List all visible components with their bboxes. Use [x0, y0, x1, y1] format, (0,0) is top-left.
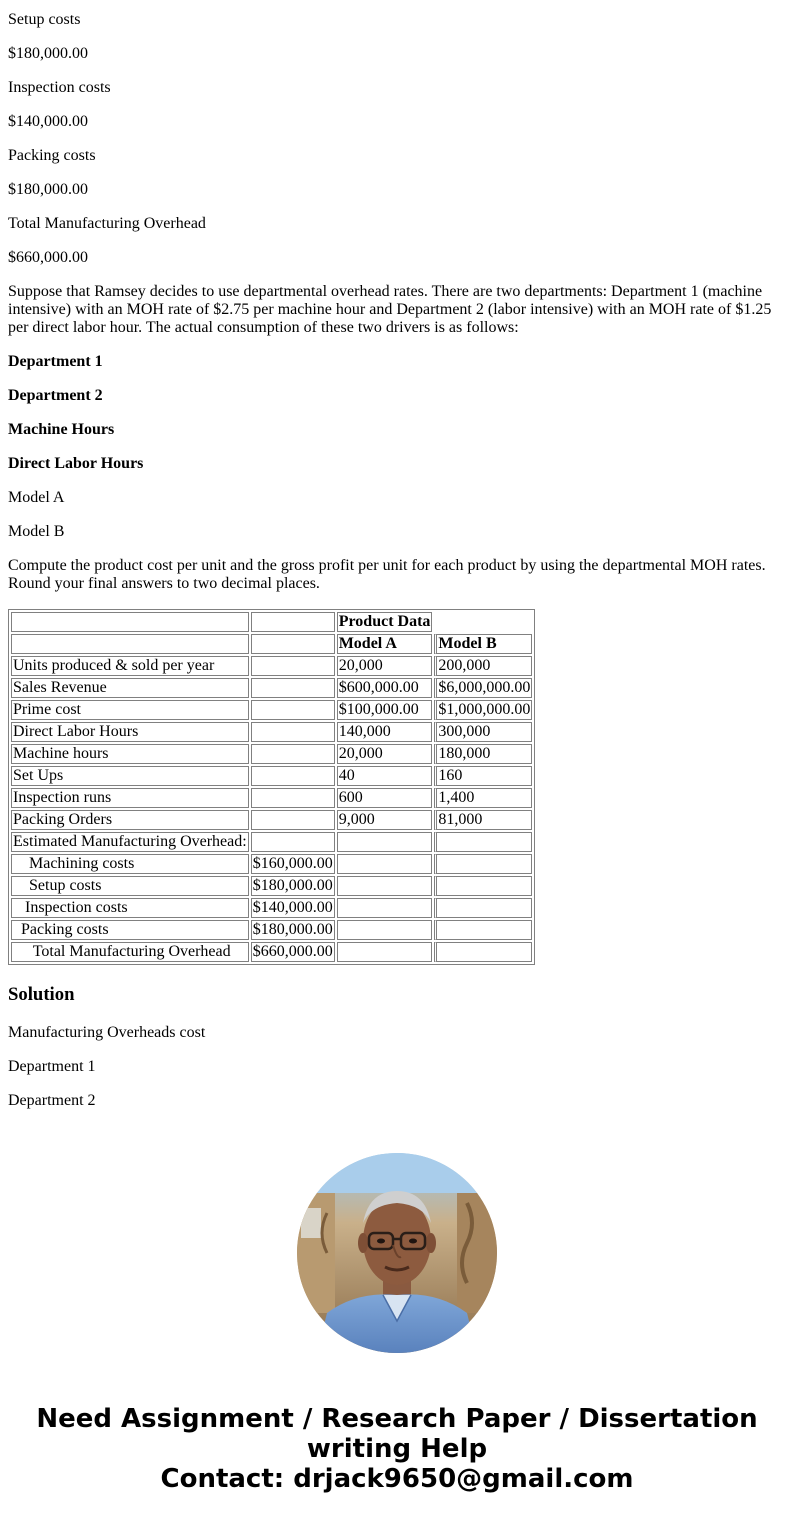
row-cost: [251, 766, 335, 786]
table-title: Product Data: [338, 613, 431, 630]
row-model-a: 40: [337, 766, 433, 786]
row-model-a: [337, 920, 433, 940]
row-model-a: [337, 854, 433, 874]
table-cell: [11, 634, 249, 654]
row-cost: [251, 788, 335, 808]
table-row: [11, 656, 532, 676]
cost-value-packing: $180,000.00: [8, 181, 88, 198]
solution-line-1: Manufacturing Overheads cost: [8, 1024, 206, 1041]
table-header-row: [11, 612, 532, 632]
row-label: Estimated Manufacturing Overhead:: [13, 833, 247, 850]
row-cost: [251, 722, 335, 742]
intro-paragraph: Suppose that Ramsey decides to use departmental overhead rates. There are two departments: Department 1 (machine intensive) with an MOH rate of $2.75 per machine hour and Department 2 (labor intensive) with an MOH rate of $1.25 per direct labor hour. The actual consumption of these two drivers is as follows:: [8, 283, 772, 336]
table-row: [11, 810, 532, 830]
row-model-a: [337, 898, 433, 918]
row-model-b: 81,000: [434, 810, 532, 830]
row-model-b: $6,000,000.00: [434, 678, 532, 698]
row-label: Packing costs: [11, 920, 249, 940]
row-label: Total Manufacturing Overhead: [11, 942, 249, 962]
row-label: Set Ups: [11, 766, 249, 786]
table-subheader-row: [11, 634, 532, 654]
table-row: [11, 920, 532, 940]
row-cost: $180,000.00: [252, 921, 333, 938]
row-model-b: 1,400: [434, 788, 532, 808]
row-cost: [251, 656, 335, 676]
table-cell: [251, 634, 335, 654]
cost-label-packing: Packing costs: [8, 147, 96, 164]
row-model-b: [434, 920, 532, 940]
row-model-b: 160: [434, 766, 532, 786]
table-row: [11, 942, 532, 962]
row-label: Prime cost: [11, 700, 249, 720]
row-model-b: [434, 854, 532, 874]
cost-label-setup: Setup costs: [8, 11, 81, 28]
table-row: [11, 700, 532, 720]
dept-2-header: Department 2: [8, 387, 103, 404]
table-row: [11, 744, 532, 764]
row-model-b: [434, 942, 532, 962]
model-a-label: Model A: [8, 489, 65, 506]
model-b-label: Model B: [8, 523, 65, 540]
row-model-a: [337, 876, 433, 896]
row-label: Machining costs: [11, 854, 249, 874]
row-cost: [251, 678, 335, 698]
table-row: [11, 766, 532, 786]
table-row: [11, 788, 532, 808]
row-cost: [251, 744, 335, 764]
row-label: Setup costs: [11, 876, 249, 896]
solution-heading: Solution: [8, 984, 75, 1005]
row-cost: [251, 832, 335, 852]
cost-value-setup: $180,000.00: [8, 45, 88, 62]
row-cost: [251, 810, 335, 830]
cost-value-total: $660,000.00: [8, 249, 88, 266]
row-cost: $660,000.00: [252, 943, 333, 960]
product-data-table: [8, 609, 535, 965]
row-label: Direct Labor Hours: [11, 722, 249, 742]
row-label: Machine hours: [11, 744, 249, 764]
row-model-a: 20,000: [337, 656, 433, 676]
cost-label-inspection: Inspection costs: [8, 79, 111, 96]
row-model-b: 200,000: [434, 656, 532, 676]
row-label: Packing Orders: [11, 810, 249, 830]
author-avatar: [297, 1153, 497, 1353]
row-cost: $160,000.00: [252, 855, 333, 872]
table-row: [11, 854, 532, 874]
promo-banner: [0, 1404, 794, 1494]
row-label: Units produced & sold per year: [11, 656, 249, 676]
row-model-a: $100,000.00: [337, 700, 433, 720]
row-model-a: [337, 832, 433, 852]
row-model-b: 300,000: [434, 722, 532, 742]
promo-line-2: writing Help: [306, 1434, 488, 1464]
row-model-b: 180,000: [434, 744, 532, 764]
row-label: Sales Revenue: [11, 678, 249, 698]
row-cost: $180,000.00: [252, 877, 333, 894]
row-model-b: [434, 876, 532, 896]
machine-hours-header: Machine Hours: [8, 421, 115, 438]
row-label: Inspection costs: [11, 898, 249, 918]
row-model-a: 140,000: [337, 722, 433, 742]
row-model-b: $1,000,000.00: [434, 700, 532, 720]
table-row: [11, 832, 532, 852]
cost-value-inspection: $140,000.00: [8, 113, 88, 130]
table-cell-empty: [434, 612, 532, 632]
question-paragraph: Compute the product cost per unit and the gross profit per unit for each product by using the departmental MOH rates. Round your final answers to two decimal places.: [8, 557, 766, 592]
table-cell: [251, 612, 335, 632]
promo-contact: Contact: drjack9650@gmail.com: [160, 1464, 634, 1494]
row-model-a: 20,000: [337, 744, 433, 764]
row-model-a: 600: [337, 788, 433, 808]
dept-1-header: Department 1: [8, 353, 103, 370]
solution-line-3: Department 2: [8, 1092, 96, 1109]
row-model-b: [434, 898, 532, 918]
table-cell: [11, 612, 249, 632]
row-cost: $140,000.00: [252, 899, 333, 916]
row-model-b: [434, 832, 532, 852]
labor-hours-header: Direct Labor Hours: [8, 455, 144, 472]
table-row: [11, 678, 532, 698]
author-photo: [297, 1153, 497, 1353]
table-row: [11, 876, 532, 896]
row-cost: [251, 700, 335, 720]
row-model-a: $600,000.00: [337, 678, 433, 698]
table-row: [11, 722, 532, 742]
cost-label-total: Total Manufacturing Overhead: [8, 215, 206, 232]
row-model-a: [337, 942, 433, 962]
row-model-a: 9,000: [337, 810, 433, 830]
solution-line-2: Department 1: [8, 1058, 96, 1075]
col-header-model-a: Model A: [337, 634, 433, 654]
promo-line-1: Need Assignment / Research Paper / Dissertation: [36, 1404, 758, 1434]
row-label: Inspection runs: [11, 788, 249, 808]
col-header-model-b: Model B: [434, 634, 532, 654]
table-row: [11, 898, 532, 918]
